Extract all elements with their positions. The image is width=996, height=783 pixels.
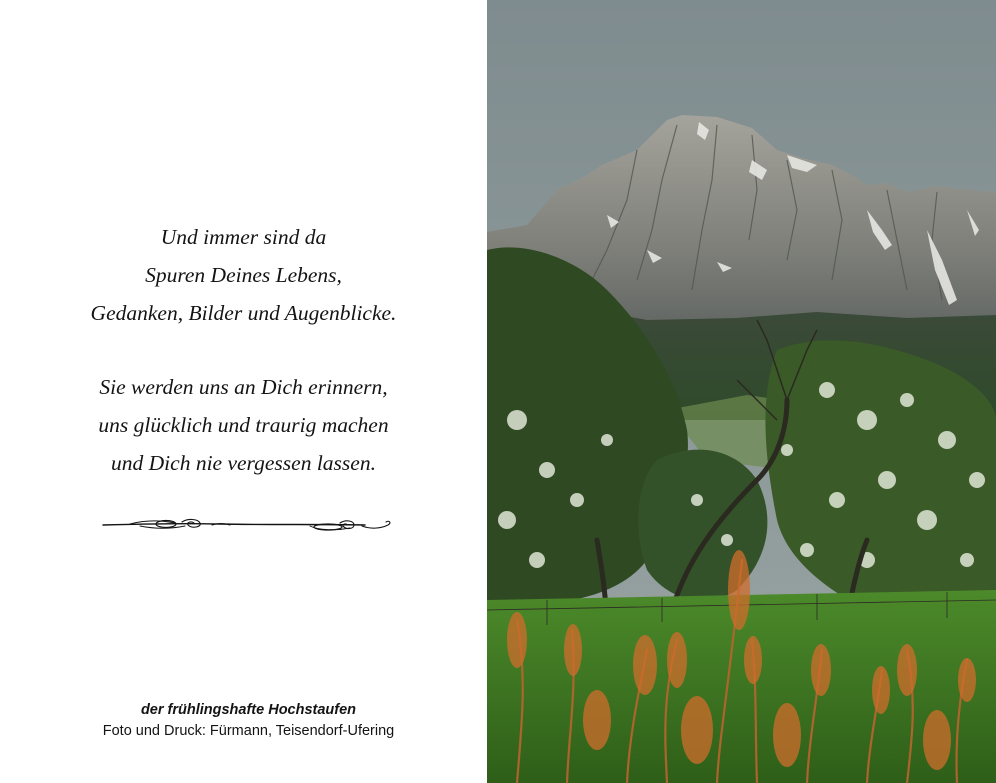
flourish-ornament — [100, 514, 400, 536]
verse-line: und Dich nie vergessen lassen. — [111, 451, 376, 475]
verse-line: Sie werden uns an Dich erinnern, — [99, 375, 388, 399]
landscape-photo — [487, 0, 996, 783]
verse-line: Spuren Deines Lebens, — [145, 263, 342, 287]
verse-stanza-1 — [0, 218, 487, 332]
verse-line: uns glücklich und traurig machen — [98, 413, 389, 437]
verse-stanza-2 — [0, 368, 487, 482]
caption-title: der frühlingshafte Hochstaufen — [140, 702, 357, 718]
verse-line: Und immer sind da — [160, 225, 327, 249]
caption-credit: Foto und Druck: Fürmann, Teisendorf-Ufering — [102, 723, 395, 739]
hochstaufen-photo-illustration — [487, 0, 996, 783]
verse-line: Gedanken, Bilder und Augenblicke. — [90, 301, 397, 325]
verse-panel — [0, 0, 487, 783]
photo-caption — [0, 700, 497, 742]
